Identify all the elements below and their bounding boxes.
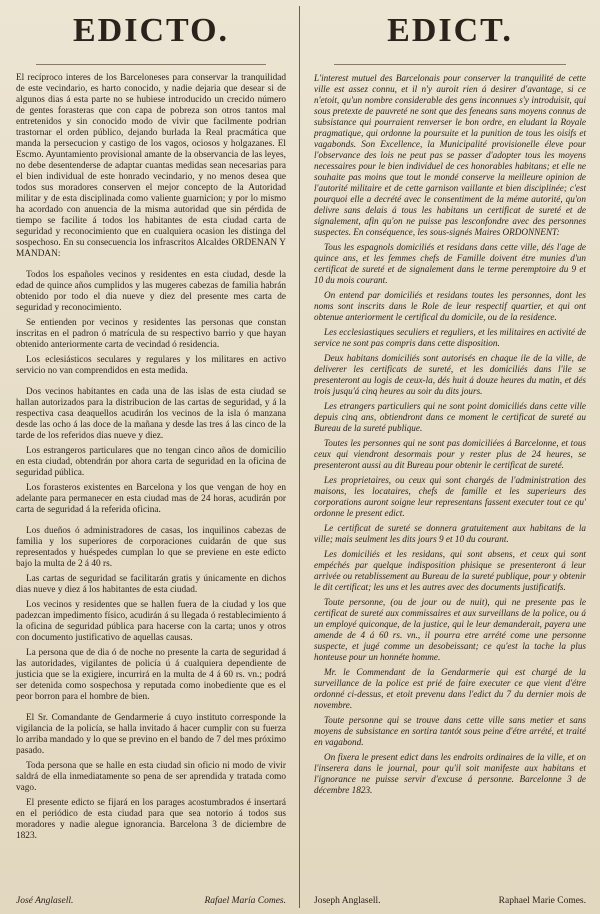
- french-paragraph: Tous les espagnols domiciliés et residans dans cette ville, dés l'age de quince ans, et les femmes chefs de Famille doivent étre munies d'un certificat de sureté et de signalement dans le terme peremptoire du 9 et 10 du mois courant.: [314, 242, 586, 285]
- spanish-title: EDICTO.: [72, 12, 230, 49]
- spanish-paragraph: La persona que de dia ó de noche no presente la carta de seguridad á las autoridades, vigilantes de policía ú á cualquiera dependiente de justicia que se la exigiere, incurrirá en la multa de 4 á 60 rs. vn.; podrá ser detenida como sospechosa y reputada como inobediente que es el peor borron para el hombre de bien.: [16, 648, 286, 702]
- spanish-paragraph: Los vecinos y residentes que se hallen fuera de la ciudad y los que padezcan impedimento físico, acudirán á su llegada ó restablecimiento á la oficina de seguridad pública para hacerse con la carta; unos y otros con documento justificativo de aquellas causas.: [16, 600, 286, 643]
- spanish-paragraph: El recíproco interes de los Barceloneses para conservar la tranquilidad de este vecindario, es harto conocido, y nadie dejaria que desear si de algunos dias á esta parte no se hubiese introducido un crecido número de gentes forasteras que con capa de pobreza son otros tantos mal entretenidos y sin conocido modo de vivir que facilmente podrian trastornar el orden público, dejando burlada la Real pracmática que manda la persecucion y castigo de los vagos, ociosos y holgazanes. El Escmo. Ayuntamiento provisional amante de la observancia de las leyes, no debe desentenderse de adaptar cuantas medidas sean necesarias para el bien individual de este honrado vecindario, y no menos desea que todos sus moradores conserven el mejor concepto de la Autoridad militar y de esta disciplinada como valiente guarnicion; y por lo mismo ha acordado con anuencia de la misma autoridad que sin pérdida de tiempo se facilite á todos los habitantes de esta ciudad carta de seguridad y reconocimiento que en cualquiera ocasion les distinga del sospechoso. En su consecuencia los infrascritos Alcaldes ORDENAN Y MANDAN:: [16, 73, 286, 259]
- french-paragraph: On fixera le present edict dans les endroits ordinaires de la ville, et on l'inserera dans le journal, pour qu'il soit manifeste aux habitans et l'ignorance ne puisse servir d'excuse á personne. Barcelonne 3 de décembre 1823.: [314, 752, 586, 795]
- french-paragraph: L'interest mutuel des Barcelonais pour conserver la tranquilité de cette ville est assez connu, et il n'y auroit rien á desirer d'avantage, si ce n'etoit, qu'un nombre considerable des gens inconnues s'y introduisit, qui sous pretexte de pauvreté ne sont que des feneans sans moyens connus de subsistance qui pourraient renverser le bon ordre, en eludant la Royale pragmatique, qui ordonne la poursuite et la punition de tous les oisifs et vagabonds. Son Excellence, la Municipalité provisionelle éleve pour l'observance des lois ne peut pas se passer d'adopter tous les moyens necessaires pour le bien individuel de ces honorables habitans; et elle ne souhaite pas moins que tout le mondé conserve la meilleure opinion de l'autorité militaire et de cette garnison vaillante et bien disciplinée; c'est pourquoi elle a decrété avec le consentiment de la méme autorité, qu'on delivre sans delais á tous les habitans un certificat de sureté et de signalement, afin qu'on ne puisse pas lesconfondre avec des personnes suspectes. En conséquence, les sous-signés Maires ORDONNENT:: [314, 73, 586, 237]
- french-column: [308, 0, 592, 914]
- french-paragraph: Deux habitans domiciliés sont autorisés en chaque ile de la ville, de deliverer les certificats de sureté, et les domiciliés dans l'ile se presenteront au logis de ceux-la, dés huit á douze heures du matin, et dés trois jusqu'á cinq heures au soir du dits jours.: [314, 353, 586, 396]
- spanish-paragraph: Las cartas de seguridad se facilitarán gratis y únicamente en dichos dias nueve y diez á los habitantes de esta ciudad.: [16, 574, 286, 595]
- spanish-paragraph: Los eclesiásticos seculares y regulares y los militares en activo servicio no van comprendidos en esta medida.: [16, 355, 286, 376]
- french-paragraph: Toute personne qui se trouve dans cette ville sans metier et sans moyens de subsistance en sortira tantót sous peine d'étre arrété, et traité en vagabond.: [314, 715, 586, 747]
- french-paragraph: Toutes les personnes qui ne sont pas domiciliées á Barcelonne, et tous ceux qui viendront desormais pour y rester plus de 24 heures, se presenteront aussi au dit Bureau pour obtenir le certificat de sureté.: [314, 438, 586, 470]
- spanish-column: [10, 0, 292, 914]
- french-paragraph: Le certificat de sureté se donnera gratuitement aux habitans de la ville; mais seulment les dits jours 9 et 10 du courant.: [314, 523, 586, 544]
- spanish-paragraph: Toda persona que se halle en esta ciudad sin oficio ni modo de vivir saldrá de ella inmediatamente so pena de ser aprendida y tratada como vago.: [16, 761, 286, 793]
- french-paragraph: Mr. le Commendant de la Gendarmerie qui est chargé de la surveillance de la police est prié de faire executer ce que vient d'étre ordonné ci-dessus, et etoit prevenu dans l'edict du 7 du dernier mois de novembre.: [314, 667, 586, 710]
- signature-anglasell: José Anglasell.: [16, 896, 74, 906]
- spanish-paragraph: Dos vecinos habitantes en cada una de las islas de esta ciudad se hallan autorizados para la distribucion de las cartas de seguridad, y á la respectiva casa deaquellos acudirán los vecinos de la isla ó manzana desde las ocho á las doce de la mañana y desde las tres á las cinco de la tarde de los referidos dias nueve y diez.: [16, 387, 286, 441]
- spanish-signatures: [16, 896, 286, 906]
- spanish-paragraph: El Sr. Comandante de Gendarmerie á cuyo instituto corresponde la vigilancia de la policía, se halla invitado á hacer cumplir con su fuerza lo arriba mandado y lo que se previno en el bando de 7 del mes próximo pasado.: [16, 713, 286, 756]
- column-divider: [299, 6, 300, 908]
- french-title: EDICT.: [387, 12, 513, 49]
- signature-comes: Rafael María Comes.: [204, 896, 286, 906]
- spanish-paragraph: Los forasteros existentes en Barcelona y los que vengan de hoy en adelante para permanecer en esta ciudad mas de 24 horas, acudirán por carta de seguridad á la referida oficina.: [16, 483, 286, 515]
- french-paragraph: On entend par domiciliés et residans toutes les personnes, dont les noms sont inscrits dans le Role de leur respectif quartier, et qui ont obtenue anteriorment le certifical du domicile, ou de la residence.: [314, 290, 586, 322]
- signature-anglasell: Joseph Anglasell.: [314, 896, 381, 906]
- spanish-paragraph: Todos los españoles vecinos y residentes en esta ciudad, desde la edad de quince años cumplidos y las mugeres cabezas de familia habrán obtenido por todo el dia nueve y diez del presente mes carta de seguridad y reconocimiento.: [16, 270, 286, 313]
- spanish-paragraph: Los dueños ó administradores de casas, los inquilinos cabezas de familia y los superiores de corporaciones cuidarán de que sus representados y huéspedes cumplan lo que se previene en este edicto bajo la multa de 2 á 40 rs.: [16, 526, 286, 569]
- spanish-paragraph: Se entienden por vecinos y residentes las personas que constan inscritas en el padron ó matrícula de su respectivo barrio y que hayan obtenido anteriormente carta de vecindad ó residencia.: [16, 318, 286, 350]
- spanish-paragraph: El presente edicto se fijará en los parages acostumbrados é insertará en el periódico de esta ciudad para que sea notorio á todos sus moradores y nadie alegue ignorancia. Barcelona 3 de diciembre de 1823.: [16, 798, 286, 841]
- title-rule: [334, 64, 566, 65]
- french-paragraph: Toute personne, (ou de jour ou de nuit), qui ne presente pas le certificat de sureté aux commissaires et aux surveillans de la police, ou á un employé quiconque, de la justice, qui le leur demanderait, payera une amende de 4 á 60 rs. vn., il pourra etre arrété come une personne suspecte, et jugé comme un desobeissant; ce qu'est la tache la plus honteuse pour un honnéte homme.: [314, 597, 586, 662]
- french-paragraph: Les proprietaires, ou ceux qui sont chargés de l'administration des maisons, les locataires, chefs de famille et les superieurs des corporations auront soigne leur representans fassent executer tout ce qu' ordonne le present edict.: [314, 475, 586, 518]
- title-rule: [36, 64, 266, 65]
- spanish-paragraph: Los estrangeros particulares que no tengan cinco años de domicilio en esta ciudad, obtendrán por ahora carta de seguridad en la oficina de seguridad pública.: [16, 446, 286, 478]
- french-paragraph: Les ecclesiastiques seculiers et reguliers, et les militaires en activité de service ne sont pas compris dans cette disposition.: [314, 327, 586, 348]
- french-paragraph: Les domiciliés et les residans, qui sont absens, et ceux qui sont empéchés par quelque indisposition phisique se presenteront á leur arrivée ou retablissement au Bureau de la sureté publique, pour y obtenir le dit certificat; les uns et les autres avec des documents justificatifs.: [314, 549, 586, 592]
- signature-comes: Raphael Marie Comes.: [498, 896, 586, 906]
- french-signatures: [314, 896, 586, 906]
- french-paragraph: Les etrangers particuliers qui ne sont point domiciliés dans cette ville depuis cinq ans, obtiendront dans ce moment le certificat de sureté au Bureau de la sureté publique.: [314, 401, 586, 433]
